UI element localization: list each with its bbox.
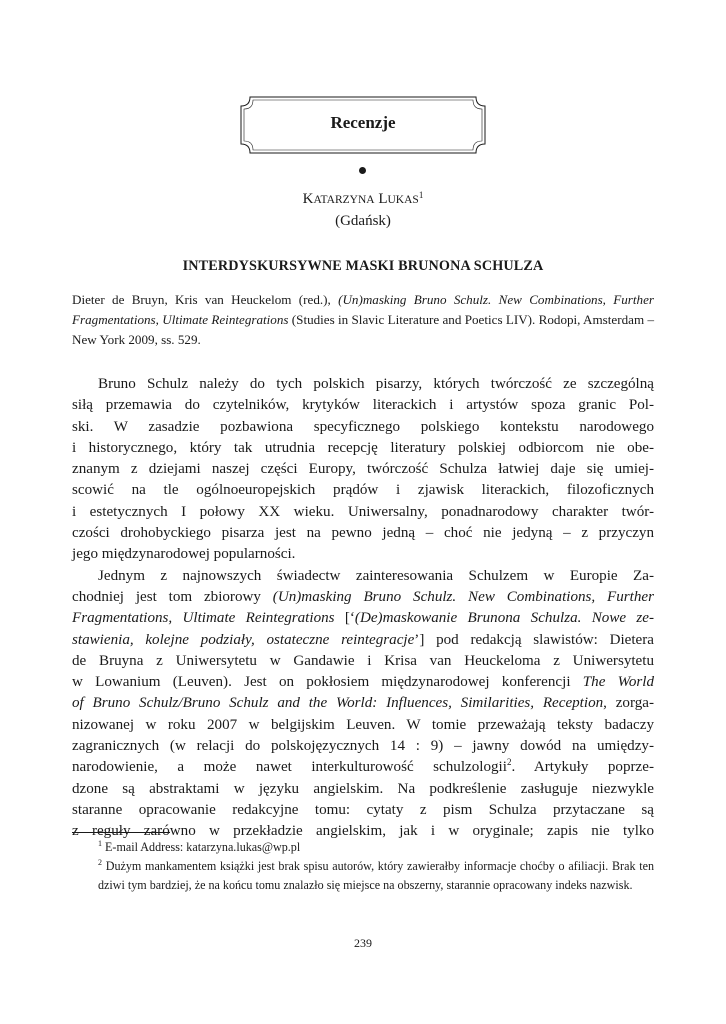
footnotes xyxy=(72,838,654,895)
author-name xyxy=(0,189,726,211)
body-segment: chodniej jest tom zbiorowy xyxy=(72,588,273,605)
footnote-text: E-mail Address: katarzyna.lukas@wp.pl xyxy=(102,840,301,854)
biblio-details: (Studies in Slavic Literature and Poetics LIV). Rodopi, Amsterdam – New York 2009, ss. 529. xyxy=(72,312,654,347)
bullet-ornament xyxy=(359,167,366,174)
body-italic-segment: of Bruno Schulz/Bruno Schulz and the World: Influences, Similarities, Reception xyxy=(72,695,604,712)
footnote-mark: 2 xyxy=(98,858,102,867)
body-segment: [‘ xyxy=(334,610,355,627)
body-line: de Bruyna z Uniwersytetu w Gandawie i Krisa van Heuckeloma z Uniwersytetu xyxy=(72,652,654,669)
footnote-text: Dużym mankamentem książki jest brak spisu autorów, który zawierałby informacje choćby o afiliacji. Brak ten dziwi tym bardziej, że na końcu tomu znalazło się miejsce na obszerny, starannie opracowany indeks nazwisk. xyxy=(98,859,654,892)
footnote-1 xyxy=(72,838,654,857)
author-footnote-mark: 1 xyxy=(418,190,424,200)
author-last-initial: L xyxy=(378,191,388,207)
body-line: scowić na tle ogólnoeuropejskich prądów i zjawisk literackich, filozoficznych xyxy=(72,482,654,499)
body-line: ski. W zasadzie pozbawiona specyficznego polskiego kontekstu narodowego xyxy=(72,418,654,435)
body-segment: . Artykuły poprze- xyxy=(511,759,654,776)
body-line: siłą przemawia do czytelników, krytyków literackich i artystów spoza granic Pol- xyxy=(72,397,654,414)
biblio-book-title: (Un)masking Bruno Schulz. New Combinations, Further Fragmentations, Ultimate Reintegrations xyxy=(72,292,654,327)
bibliographic-entry xyxy=(72,290,654,350)
body-italic-segment: Fragmentations, Ultimate Reintegrations xyxy=(72,610,335,627)
biblio-editors: Dieter de Bruyn, Kris van Heuckelom (red.), xyxy=(72,292,339,307)
body-line xyxy=(72,693,654,714)
body-italic-segment: (De)maskowanie Brunona Schulza. Nowe ze- xyxy=(354,610,655,627)
body-line: znanym z dziejami naszej części Europy, twórczość Schulza łatwiej daje się umiej- xyxy=(72,461,654,478)
body-line: z reguły zarówno w przekładzie angielskim, jak i w oryginale; zapis nie tylko xyxy=(72,823,654,840)
body-line: Bruno Schulz należy do tych polskich pisarzy, których twórczość ze szczególną xyxy=(98,376,654,392)
body-text xyxy=(72,374,654,843)
body-line: staranne opracowanie redakcyjne tomu: cytaty z pism Schulza przytaczane są xyxy=(72,801,654,818)
page-number: 239 xyxy=(354,936,372,950)
author-block xyxy=(0,189,726,232)
body-segment: , zorga- xyxy=(603,695,654,712)
article-title: INTERDYSKURSYWNE MASKI BRUNONA SCHULZA xyxy=(182,258,544,274)
author-last-rest: UKAS xyxy=(387,194,419,206)
footnote-mark: 1 xyxy=(98,839,102,848)
body-line xyxy=(72,608,654,629)
body-line: jego międzynarodowej popularności. xyxy=(72,546,296,563)
body-line xyxy=(72,587,654,608)
section-banner xyxy=(240,96,486,154)
author-affiliation: (Gdańsk) xyxy=(335,213,391,229)
footnote-2 xyxy=(72,857,654,895)
footnote-divider xyxy=(72,832,170,833)
body-line: i estetycznych I połowy XX wieku. Uniwersalny, ponadnarodowy charakter twór- xyxy=(72,503,654,520)
author-first-initial: K xyxy=(302,191,314,207)
body-line xyxy=(72,757,654,778)
body-line xyxy=(72,672,654,693)
body-segment: ’] pod redakcją slawistów: Dietera xyxy=(414,631,654,648)
body-line xyxy=(72,630,654,651)
body-line: dzone są abstraktami w języku angielskim. Na podkreślenie zasługuje niezwykle xyxy=(72,780,654,797)
body-line: zagranicznych (w relacji do polskojęzycznych 14 : 9) – jawny dowód na umiędzy- xyxy=(72,738,654,755)
section-title: Recenzje xyxy=(330,113,396,132)
body-line: Jednym z najnowszych świadectw zainteresowania Schulzem w Europie Za- xyxy=(98,567,654,584)
body-line: nizowanej w roku 2007 w belgijskim Leuven. W tomie przeważają teksty badaczy xyxy=(72,716,654,733)
body-line: i historycznego, który tak utrudnia recepcję literatury polskiej odbiorcom nie obe- xyxy=(72,439,654,456)
footnote-ref: 2 xyxy=(506,757,512,768)
body-line: czości drohobyckiego pisarza jest na pewno jedną – choć nie jedyną – z przyczyn xyxy=(72,525,654,542)
body-italic-segment: (Un)masking Bruno Schulz. New Combinations, Further xyxy=(272,588,654,605)
author-first-rest: ATARZYNA xyxy=(313,194,375,206)
body-italic-segment: stawienia, kolejne podziały, ostateczne reintegracje xyxy=(72,631,415,648)
body-segment: narodowienie, a może nawet interkulturowość schulzologii xyxy=(72,759,507,776)
body-italic-segment: The World xyxy=(582,674,654,691)
body-segment: w Lowanium (Leuven). Jest on pokłosiem międzynarodowej konferencji xyxy=(72,674,583,691)
